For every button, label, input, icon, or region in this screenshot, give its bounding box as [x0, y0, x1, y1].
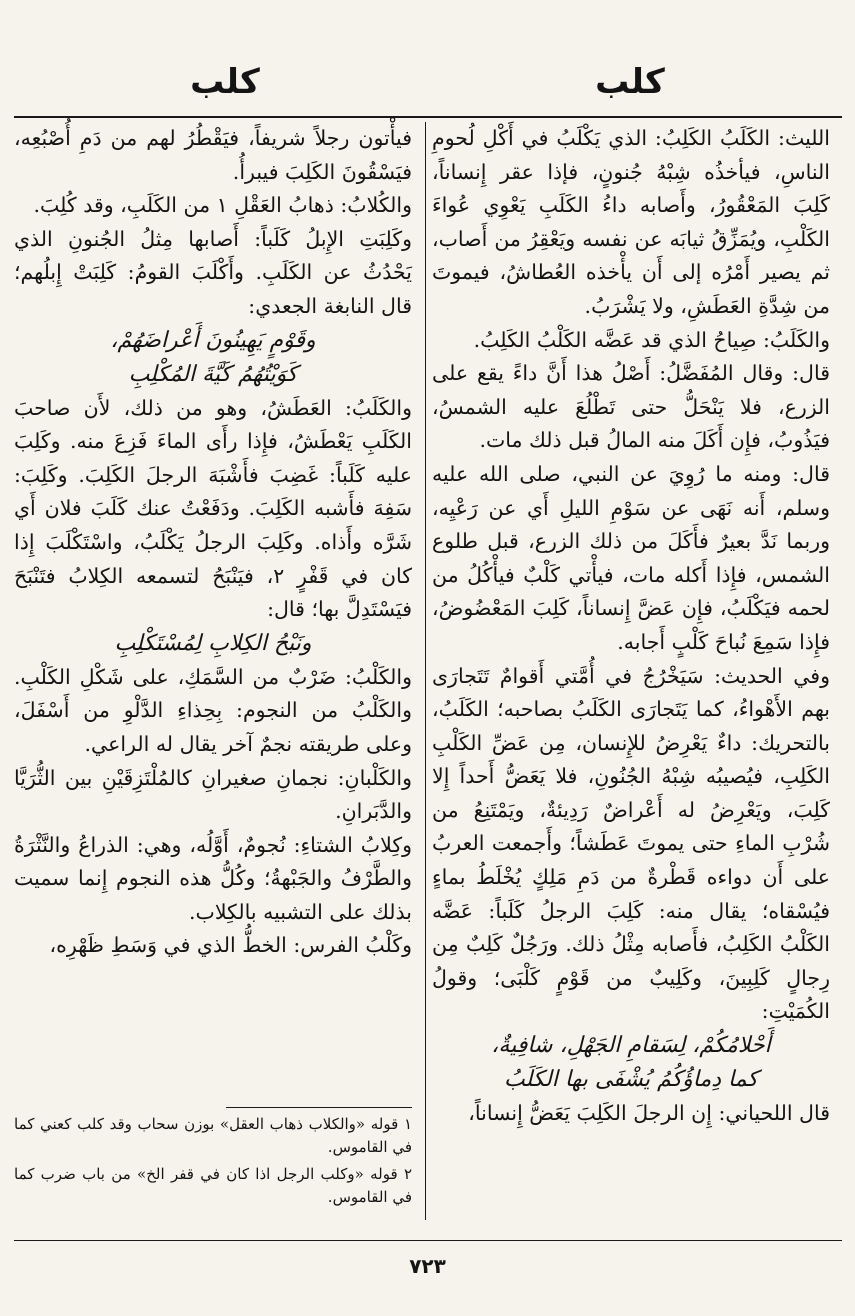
footnote: ١ قوله «والكلاب ذهاب العقل» بوزن سحاب وقد كلب كعني كما في القاموس. — [14, 1115, 412, 1156]
entry-paragraph: وكَلِبَتِ الإِبلُ كَلَباً: أَصابها مِثلُ الجُنونِ الذي يَحْدُثُ عن الكَلَبِ. وأَكْلَبَ القومُ: كَلِبَتْ إِبلُهم؛ قال النابغة الجعدي: — [14, 226, 412, 318]
entry-paragraph: الليث: الكَلَبُ الكَلِبُ: الذي يَكْلَبُ في أَكْلِ لُحومِ الناسِ، فيأخذُه شِبْهُ جُنونٍ، فإذا عقر إِنساناً، كَلِبَ المَعْقُورُ، وأَصابه داءُ الكَلَبِ يَعْوِي عُواءَ الكَلْبِ، ويُمَزِّقُ ثيابَه عن نفسه ويَعْقِرُ من أَصاب، ثم يصير أَمْرُه إلى أَن يأْخذه العُطاشُ، فيموتَ من شِدَّةِ العَطَشِ، ولا يَشْرَبُ. — [432, 126, 830, 318]
entry-paragraph: والكَلْبُ: ضَرْبٌ من السَّمَكِ، على شَكْلِ الكَلْبِ. والكَلْبُ من النجوم: بِحِذاءِ الدَّلْوِ من أَسْفَلَ، وعلى طريقته نجمٌ آخر يقال له الراعي. — [14, 664, 412, 756]
entry-paragraph: وكِلابُ الشتاءِ: نُجومٌ، أَوَّلُه، وهي: الذراعُ والنَّثْرَةُ والطَّرْفُ والجَبْهةُ؛ وكُلُّ هذه النجوم إِنما سميت بذلك على التشبيه بالكِلاب. — [14, 832, 412, 924]
verse-line: ونَبْحُ الكِلابِ لِمُسْتَكْلِبِ — [114, 630, 312, 656]
entry-paragraph: قال: وقال المُفَضَّلُ: أَصْلُ هذا أَنَّ داءً يقع على الزرع، فلا يَنْحَلُّ حتى تَطْلُعَ عليه الشمسُ، فيَذُوبُ، فإِن أَكَلَ منه المالُ قبل ذلك مات. — [432, 361, 830, 453]
entry-paragraph: وكَلْبُ الفرس: الخطُّ الذي في وَسَطِ ظَهْرِه، — [49, 933, 412, 958]
entry-paragraph: والكَلَبُ: صِياحُ الذي قد عَضَّه الكَلْبُ الكَلِبُ. — [473, 327, 830, 352]
verse-line: كما دِماؤُكُمُ يُشْفَى بها الكَلَبُ — [504, 1067, 758, 1093]
header-word-right: كلب — [595, 62, 665, 102]
entry-paragraph: فيأْتون رجلاً شريفاً، فيَقْطُرُ لهم من دَمِ أُصْبُعِه، فيَسْقُونَ الكَلِبَ فيبرأُ. — [14, 126, 412, 184]
footnote: ٢ قوله «وكلب الرجل اذا كان في قفر الخ» من باب ضرب كما في القاموس. — [14, 1165, 412, 1206]
header-word-left: كلب — [190, 62, 260, 102]
entry-paragraph: وفي الحديث: سَيَخْرُجُ في أُمَّتي أَقوامٌ تَتَجارَى بهم الأَهْواءُ، كما يَتَجارَى الكَلَبُ بصاحبه؛ الكَلَبُ، بالتحريك: داءٌ يَعْرِضُ للإِنسان، مِن عَضِّ الكَلْبِ الكَلِبِ، فيُصيبُه شِبْهُ الجُنُونِ، فلا يَعَضُّ أَحداً إِلا كَلِبَ، ويَعْرِضُ له أَعْراضٌ رَدِيئةٌ، ويَمْتَنِعُ من شُرْبِ الماءِ حتى يموتَ عَطَشاً؛ وأَجمعت العربُ على أَن دواءه قَطْرةٌ من دَمِ مَلِكٍ يُخْلَطُ بماءٍ فيُسْقاه؛ يقال منه: كَلِبَ الرجلُ كَلَباً: عَضَّه الكَلْبُ الكَلِبُ، فأَصابه مِثْلُ ذلك. ورَجُلٌ كَلِبٌ مِن رِجالٍ كَلِبِينَ، وكَلِيبٌ من قَوْمٍ كَلْبَى؛ وقولُ الكُمَيْتِ: — [432, 663, 830, 1024]
footer-rule — [14, 1240, 842, 1241]
left-column — [14, 122, 412, 963]
entry-paragraph: قال اللحياني: إِن الرجلَ الكَلِبَ يَعَضُّ إِنساناً، — [468, 1101, 830, 1126]
entry-paragraph: قال: ومنه ما رُوِيَ عن النبي، صلى الله عليه وسلم، أَنه نَهَى عن سَوْمِ الليلِ أَي عن رَعْيِه، وربما نَدَّ بعيرٌ فأَكَلَ من ذلك الزرع، قبل طلوع الشمس، فإِذا أَكله مات، فيأْتي كَلْبٌ فيأْكُلُ من لحمه فيَكْلَبُ، فإِن عَضَّ إِنساناً، كَلِبَ المَعْضُوضُ، فإِذا سَمِعَ نُباحَ كَلْبٍ أَجابه. — [432, 461, 830, 654]
right-column — [432, 122, 830, 1131]
page-number: ٧٢٣ — [409, 1254, 446, 1278]
verse-line: وقَوْمٍ يَهِينُونَ أَعْراضَهُمْ، — [110, 327, 316, 353]
entry-paragraph: والكُلابُ: ذهابُ العَقْلِ ١ من الكَلَبِ، وقد كُلِبَ. — [33, 193, 412, 218]
verse-line: كَوَيْتُهُمُ كَيَّةَ المُكْلِبِ — [128, 361, 298, 387]
entry-paragraph: والكَلْبانِ: نجمانِ صغيرانِ كالمُلْتَزِقَيْنِ بين الثُّرَيَّا والدَّبَرانِ. — [14, 765, 412, 824]
header-rule — [14, 116, 842, 118]
footnotes — [14, 1113, 412, 1213]
footnote-rule — [226, 1107, 412, 1108]
verse-line: أَحْلامُكُمْ، لِسَقامِ الجَهْلِ، شافِيةٌ، — [491, 1033, 771, 1059]
entry-paragraph: والكَلَبُ: العَطَشُ، وهو من ذلك، لأَن صاحبَ الكَلَبِ يَعْطَشُ، فإِذا رأَى الماءَ فَزِعَ منه. وكَلِبَ عليه كَلَباً: غَضِبَ فأَشْبَهَ الرجلَ الكَلِبَ. وكَلِبَ: سَفِهَ فأَشبه الكَلِبَ. ودَفَعْتُ عنك كَلَبَ فلان أَي شَرَّه وأَذاه. وكَلِبَ الرجلُ يَكْلَبُ، واسْتَكْلَبَ إِذا كان في قَفْرٍ ٢، فيَنْبَحُ لتسمعه الكِلابُ فتَنْبَحَ فيَسْتَدِلَّ بها؛ قال: — [14, 395, 413, 622]
column-divider — [425, 122, 426, 1220]
